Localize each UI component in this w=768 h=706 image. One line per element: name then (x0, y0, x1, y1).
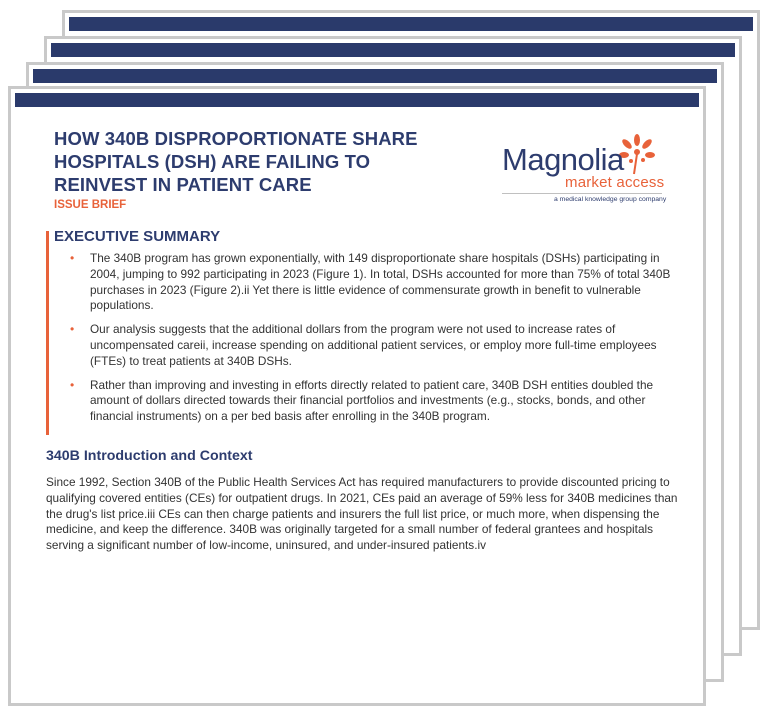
page-header-band (69, 17, 753, 31)
bullet-marker: • (70, 377, 75, 392)
bullet-text: Rather than improving and investing in efforts directly related to patient care, 340B DSH entities doubled the amount of dollars directed towards their financial portfolios and investments (e.g., stocks, bonds, and other financial instruments) on a per bed basis after enrolling in the 340B program. (90, 377, 654, 424)
summary-bullet (68, 322, 680, 369)
bullet-text: The 340B program has grown exponentially, with 149 disproportionate share hospitals (DSHs) participating in 2004, jumping to 992 participating in 2023 (Figure 1). In total, DSHs accounted for more than 75% of total 340B purchases in 2023 (Figure 2).ii Yet there is little evidence of commensurate growth in benefit to vulnerable populations. (90, 251, 671, 313)
intro-paragraph: Since 1992, Section 340B of the Public Health Services Act has required manufacturers to provide discounted pricing to qualifying covered entities (CEs) for outpatient drugs. In 2021, CEs paid an average of 59% less for 340B medicines than the drug's list price.iii CEs can then charge patients and insurers the full list price, or much more, when dispensing the medicine, and keep the difference. 340B was originally targeted for a small number of federal grantees and hospitals serving a significant number of low-income, uninsured, and under-insured patients.iv (46, 475, 678, 553)
executive-summary-heading: EXECUTIVE SUMMARY (54, 228, 221, 245)
summary-bullet (68, 378, 680, 425)
page-header-band (33, 69, 717, 83)
intro-heading: 340B Introduction and Context (46, 448, 253, 464)
document-title: HOW 340B DISPROPORTIONATE SHARE HOSPITALS (DSH) ARE FAILING TO REINVEST IN PATIENT CARE (54, 128, 418, 195)
summary-bullets (68, 251, 680, 433)
page-header-band (15, 93, 699, 107)
section-accent-bar (46, 231, 49, 435)
issue-brief-label: ISSUE BRIEF (54, 199, 127, 211)
logo-tagline: a medical knowledge group company (554, 196, 667, 203)
bullet-marker: • (70, 251, 75, 265)
page-header-band (51, 43, 735, 57)
summary-bullet (68, 251, 680, 314)
bullet-text: Our analysis suggests that the additional dollars from the program were not used to increase rates of uncompensated careii, increase spending on additional patient services, or employ more full-time employees (FTEs) to treat patients at 340B DSHs. (90, 322, 657, 368)
logo-name: Magnolia (502, 142, 624, 177)
logo-subtitle: market access (565, 174, 665, 191)
bullet-marker: • (70, 322, 75, 337)
logo-divider (502, 193, 662, 194)
company-logo (502, 134, 672, 214)
